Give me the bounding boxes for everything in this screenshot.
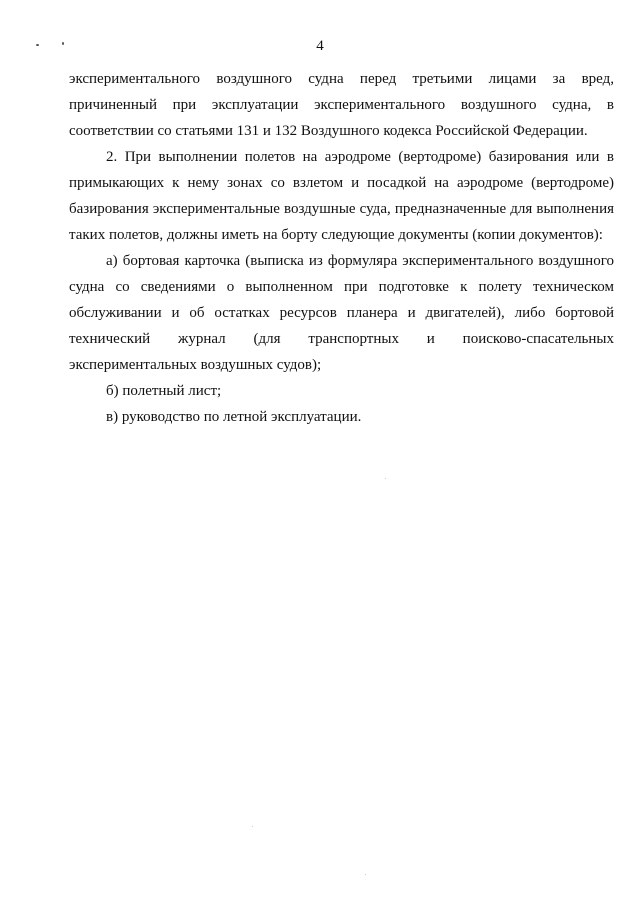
scan-speck	[252, 826, 253, 827]
scan-speck	[385, 478, 386, 479]
list-item-a: а) бортовая карточка (выписка из формуляра экспериментального воздушного судна со сведениями о выполненном при подготовке к полету техническом обслуживании и об остатках ресурсов планера и двигателей), либо бортовой технический журнал (для транспортных и поисково-спасательных экспериментальных воздушных судов);	[69, 253, 614, 373]
paragraph-continuation: экспериментального воздушного судна перед третьими лицами за вред, причиненный при эксплуатации экспериментального воздушного судна, в соответствии со статьями 131 и 132 Воздушного кодекса Российской Федерации.	[69, 71, 614, 139]
scan-speck	[365, 874, 366, 875]
list-item-c: в) руководство по летной эксплуатации.	[106, 409, 362, 425]
document-body	[69, 66, 614, 430]
list-item-b: б) полетный лист;	[106, 383, 222, 399]
paragraph-2: 2. При выполнении полетов на аэродроме (вертодроме) базирования или в примыкающих к нему зонах со взлетом и посадкой на аэродроме (вертодроме) базирования экспериментальные воздушные суда, предназначенные для выполнения таких полетов, должны иметь на борту следующие документы (копии документов):	[69, 149, 614, 243]
page-number: 4	[316, 38, 324, 54]
